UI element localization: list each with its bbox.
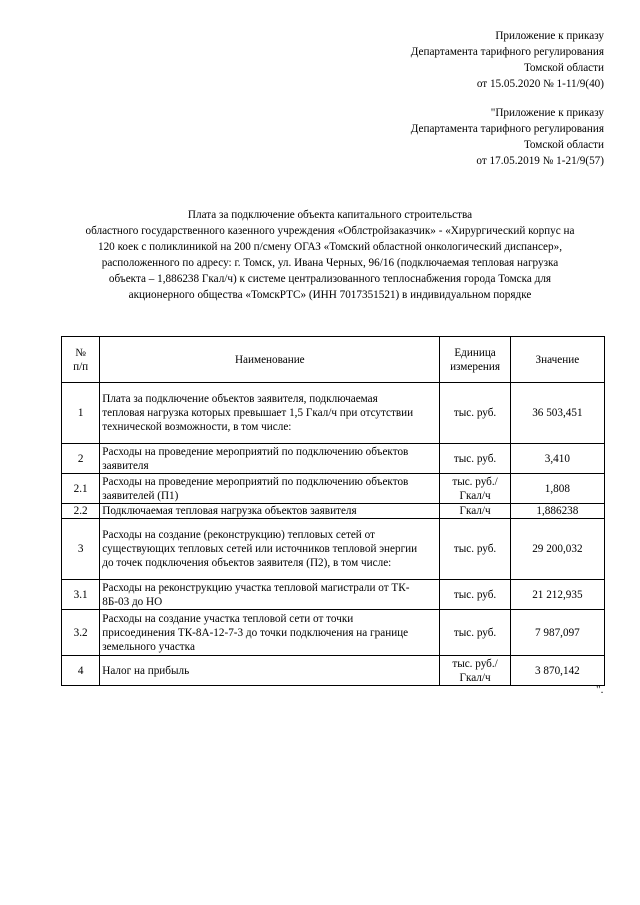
row-value: 21 212,935 — [510, 580, 604, 610]
header-line: Департамента тарифного регулирования — [410, 123, 604, 135]
row-number: 3 — [62, 519, 100, 580]
title-line: 120 коек с поликлиникой на 200 п/смену ОГАЗ «Томский областной онкологический диспансер», — [97, 241, 563, 253]
row-number: 2.1 — [62, 474, 100, 504]
row-name-line: заявителей (П1) — [102, 489, 179, 502]
header-line: Томской области — [523, 139, 604, 151]
row-unit-line: Гкал/ч — [459, 671, 491, 684]
title-line: акционерного общества «ТомскРТС» (ИНН 7017351521) в индивидуальном порядке — [128, 289, 532, 301]
row-unit-line: тыс. руб. — [453, 588, 497, 601]
row-unit — [440, 580, 510, 610]
table-row — [62, 444, 605, 474]
table-row — [62, 610, 605, 656]
row-name — [100, 610, 440, 656]
row-value: 7 987,097 — [510, 610, 604, 656]
table-row — [62, 519, 605, 580]
table-row — [62, 656, 605, 686]
row-name — [100, 656, 440, 686]
order-header-current — [411, 28, 604, 92]
title-line: расположенного по адресу: г. Томск, ул. Ивана Черных, 96/16 (подключаемая тепловая нагрузка — [101, 257, 559, 269]
row-value: 1,886238 — [510, 504, 604, 519]
header-text: № — [75, 346, 86, 359]
row-unit — [440, 519, 510, 580]
row-name — [100, 383, 440, 444]
table-row — [62, 580, 605, 610]
row-unit-line: Гкал/ч — [459, 489, 491, 502]
row-number: 2.2 — [62, 504, 100, 519]
row-unit-line: тыс. руб. — [453, 626, 497, 639]
table-row — [62, 504, 605, 519]
row-value: 29 200,032 — [510, 519, 604, 580]
row-unit-line: тыс. руб./ — [452, 657, 498, 670]
col-header-number — [62, 337, 100, 383]
col-header-value: Значение — [510, 337, 604, 383]
row-name-line: заявителя — [102, 459, 149, 472]
header-line: Департамента тарифного регулирования — [410, 46, 604, 58]
row-name-line: Плата за подключение объектов заявителя, подключаемая — [102, 393, 378, 405]
title-line: Плата за подключение объекта капитального строительства — [187, 209, 473, 221]
row-name-line: технической возможности, в том числе: — [102, 421, 292, 433]
row-number: 3.1 — [62, 580, 100, 610]
row-unit — [440, 656, 510, 686]
row-name-line: земельного участка — [102, 640, 195, 653]
table-header-row — [62, 337, 605, 383]
row-unit — [440, 444, 510, 474]
fee-table — [61, 336, 605, 686]
row-value: 36 503,451 — [510, 383, 604, 444]
col-header-name: Наименование — [100, 337, 440, 383]
row-unit — [440, 474, 510, 504]
header-line: Приложение к приказу — [495, 30, 604, 42]
row-number: 4 — [62, 656, 100, 686]
row-value: 1,808 — [510, 474, 604, 504]
order-header-previous — [411, 105, 604, 169]
title-line: областного государственного казенного учреждения «Облстройзаказчик» - «Хирургический корпус на — [85, 225, 575, 237]
row-name-line: присоединения ТК-8А-12-7-3 до точки подключения на границе — [102, 626, 409, 639]
row-unit — [440, 504, 510, 519]
row-name — [100, 504, 440, 519]
row-name-line: тепловая нагрузка которых превышает 1,5 Гкал/ч при отсутствии — [102, 407, 414, 419]
row-name-line: Расходы на проведение мероприятий по подключению объектов — [102, 475, 409, 488]
row-name-line: до точек подключения объектов заявителя (П2), в том числе: — [102, 557, 392, 569]
row-unit — [440, 383, 510, 444]
row-value: 3 870,142 — [510, 656, 604, 686]
row-unit-line: Гкал/ч — [459, 505, 491, 517]
table-row — [62, 474, 605, 504]
row-name — [100, 580, 440, 610]
title-line: объекта – 1,886238 Гкал/ч) к системе централизованного теплоснабжения города Томска для — [108, 273, 552, 285]
row-name-line: Расходы на проведение мероприятий по подключению объектов — [102, 445, 409, 458]
row-unit-line: тыс. руб./ — [452, 475, 498, 488]
row-name — [100, 519, 440, 580]
header-text: Единица — [454, 346, 496, 359]
header-line: от 17.05.2019 № 1-21/9(57) — [476, 155, 604, 167]
header-text: измерения — [450, 360, 501, 373]
row-value: 3,410 — [510, 444, 604, 474]
row-name-line: 8Б-03 до НО — [102, 595, 163, 608]
row-name-line: Расходы на создание (реконструкцию) тепловых сетей от — [102, 529, 375, 541]
header-text: п/п — [73, 360, 89, 373]
header-line: Томской области — [523, 62, 604, 74]
header-line: "Приложение к приказу — [490, 107, 604, 119]
row-name-line: Налог на прибыль — [102, 664, 190, 677]
row-unit — [440, 610, 510, 656]
row-name-line: существующих тепловых сетей или источников тепловой энергии — [102, 543, 418, 555]
table-row — [62, 383, 605, 444]
row-number: 2 — [62, 444, 100, 474]
row-unit-line: тыс. руб. — [453, 407, 497, 419]
row-name — [100, 474, 440, 504]
row-number: 3.2 — [62, 610, 100, 656]
document-title — [56, 207, 604, 303]
col-header-unit — [440, 337, 510, 383]
closing-quote: ". — [596, 684, 604, 696]
row-unit-line: тыс. руб. — [453, 452, 497, 465]
row-name-line: Расходы на создание участка тепловой сети от точки — [102, 612, 354, 625]
row-name — [100, 444, 440, 474]
row-name-line: Расходы на реконструкцию участка тепловой магистрали от ТК- — [102, 581, 410, 594]
row-name-line: Подключаемая тепловая нагрузка объектов заявителя — [102, 505, 357, 517]
header-line: от 15.05.2020 № 1-11/9(40) — [476, 78, 604, 90]
row-number: 1 — [62, 383, 100, 444]
row-unit-line: тыс. руб. — [453, 543, 497, 555]
